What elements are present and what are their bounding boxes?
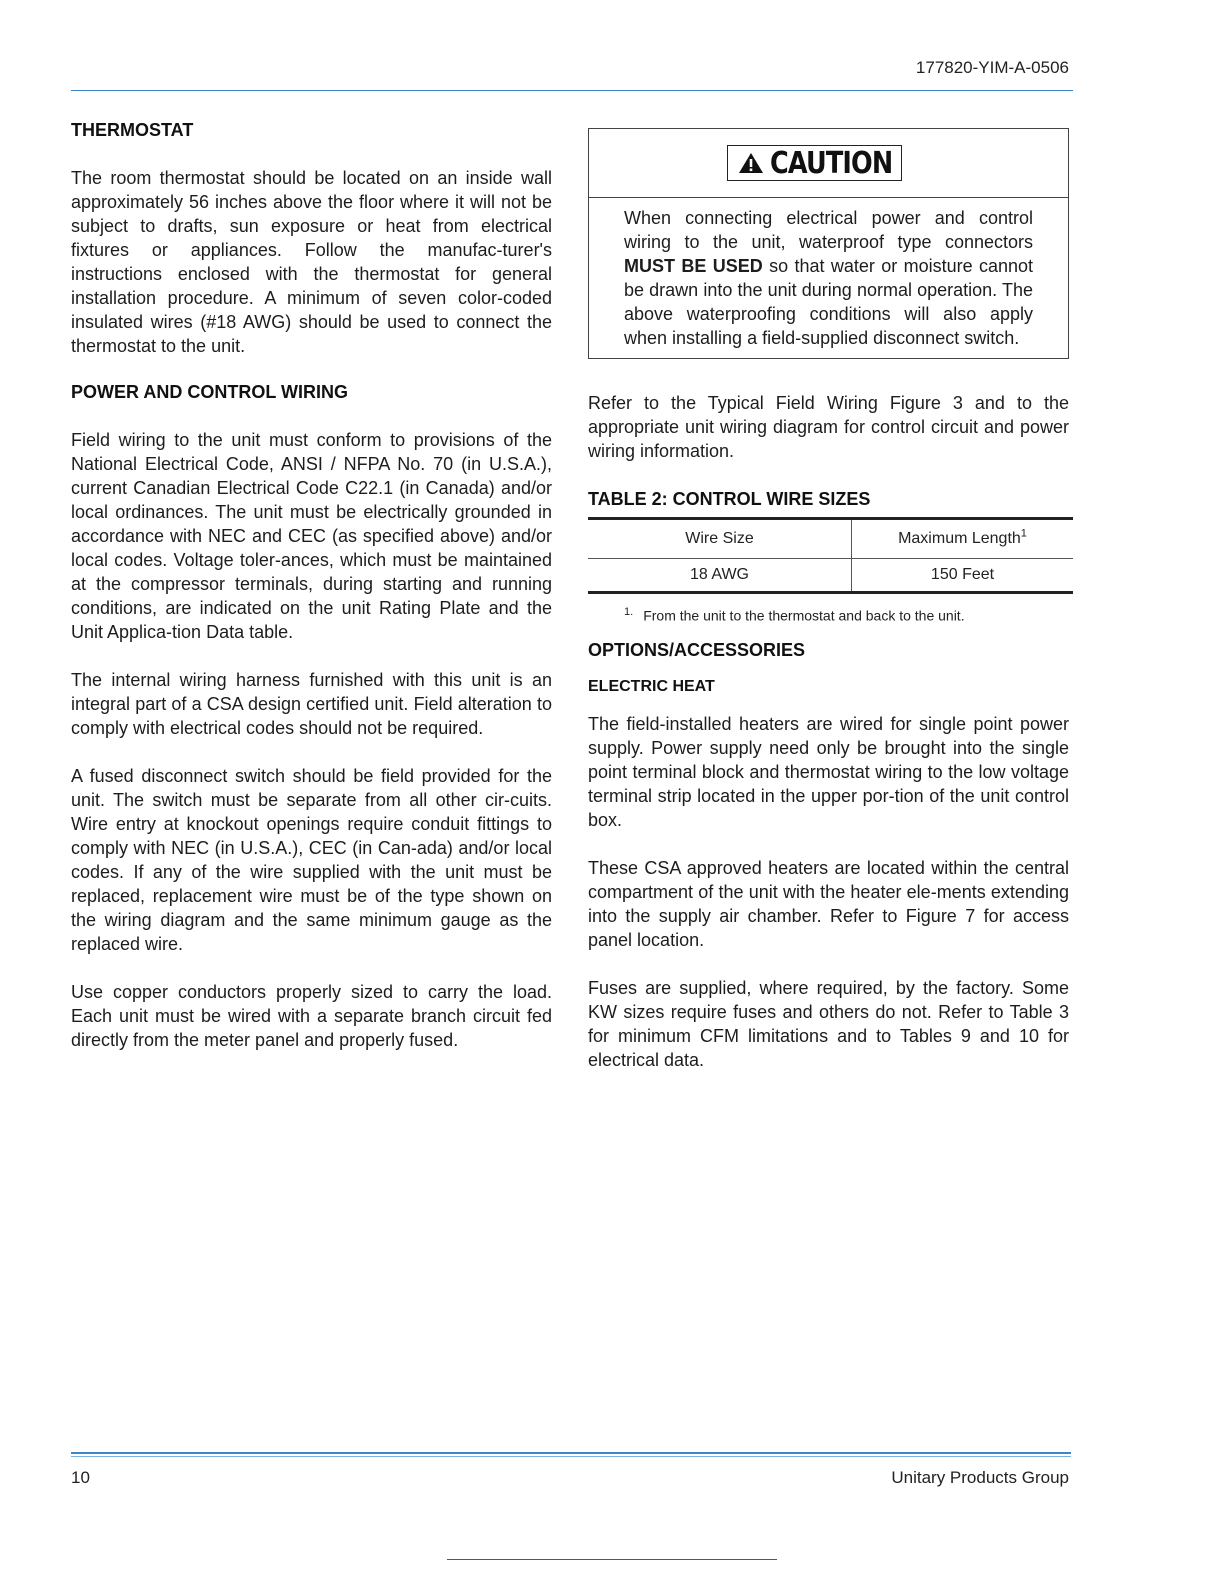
thermostat-paragraph: The room thermostat should be located on an inside wall approximately 56 inches above the floor where it will not be subject to drafts, sun exposure or heat from electrical fixtures or appliances. Follow the manufac-turer's instructions enclosed with the thermostat for general installation procedure. A minimum of seven color-coded insulated wires (#18 AWG) should be used to connect the thermostat to the unit. <box>71 168 552 356</box>
footer-rule <box>71 1452 1071 1454</box>
thermostat-heading: THERMOSTAT <box>71 120 194 140</box>
caution-text <box>624 206 1033 350</box>
bottom-link-underline[interactable] <box>447 1559 777 1560</box>
caution-badge <box>727 145 903 181</box>
caution-body <box>589 198 1068 358</box>
power-wiring-heading: POWER AND CONTROL WIRING <box>71 382 348 402</box>
table-header-wire-size: Wire Size <box>588 519 852 559</box>
options-heading: OPTIONS/ACCESSORIES <box>588 639 806 660</box>
caution-text-bold: MUST BE USED <box>624 256 763 276</box>
electric-heat-paragraph-1: The field-installed heaters are wired for single point power supply. Power supply need only be brought into the single point terminal block and thermostat wiring to the low voltage terminal strip located in the upper por-tion of the unit control box. <box>588 713 1069 830</box>
control-wire-table <box>588 517 1073 594</box>
table-title: TABLE 2: CONTROL WIRE SIZES <box>588 489 871 509</box>
electric-heat-paragraph-3: Fuses are supplied, where required, by the factory. Some KW sizes require fuses and others do not. Refer to Table 3 for minimum CFM limitations and to Tables 9 and 10 for electrical data. <box>588 977 1069 1070</box>
right-column <box>588 118 1069 1072</box>
left-column <box>71 118 552 1052</box>
footnote-ref: 1 <box>1020 527 1027 540</box>
footer-rule-thin <box>71 1456 1071 1457</box>
max-length-label: Maximum Length <box>898 530 1021 547</box>
electric-heat-heading: ELECTRIC HEAT <box>588 677 715 695</box>
table-cell: 18 AWG <box>588 559 852 593</box>
caution-text-before: When connecting electrical power and control wiring to the unit, waterproof type connectors <box>624 208 1033 252</box>
table-row <box>588 559 1073 593</box>
footer-company: Unitary Products Group <box>891 1468 1069 1487</box>
caution-header <box>589 129 1068 198</box>
power-wiring-paragraph-4: Use copper conductors properly sized to carry the load. Each unit must be wired with a separate branch circuit fed directly from the meter panel and properly fused. <box>71 982 552 1050</box>
electric-heat-paragraph-2: These CSA approved heaters are located within the central compartment of the unit with the heater ele-ments extending into the supply air chamber. Refer to Figure 7 for access panel location. <box>588 857 1069 950</box>
table-header-max-length <box>852 519 1074 559</box>
footnote-text: From the unit to the thermostat and back to the unit. <box>643 607 965 624</box>
caution-label: CAUTION <box>769 145 892 181</box>
footnote-mark: 1. <box>624 606 634 618</box>
table-cell: 150 Feet <box>930 566 995 583</box>
table-header-row <box>588 519 1073 559</box>
power-wiring-paragraph-3: A fused disconnect switch should be field provided for the unit. The switch must be separate from all other cir-cuits. Wire entry at knockout openings require conduit fittings to comply with NEC (in U.S.A.), CEC (in Can-ada) and/or local codes. If any of the wire supplied with the unit must be replaced, replacement wire must be of the type shown on the wiring diagram and the same minimum gauge as the replaced wire. <box>71 766 552 954</box>
table-footnote <box>588 606 1069 624</box>
page-number: 10 <box>71 1468 90 1487</box>
power-wiring-paragraph-2: The internal wiring harness furnished with this unit is an integral part of a CSA design certified unit. Field alteration to comply with electrical codes should not be required. <box>71 670 552 738</box>
document-number: 177820-YIM-A-0506 <box>915 58 1069 77</box>
caution-text-after: so that water or moisture cannot be drawn into the unit during normal operation. The above waterproofing conditions will also apply when installing a field-supplied disconnect switch. <box>624 256 1034 348</box>
warning-triangle-icon <box>738 152 764 174</box>
caution-box <box>588 128 1069 359</box>
header-rule <box>71 90 1073 91</box>
refer-paragraph: Refer to the Typical Field Wiring Figure 3 and to the appropriate unit wiring diagram for control circuit and power wiring information. <box>588 393 1069 461</box>
power-wiring-paragraph-1: Field wiring to the unit must conform to provisions of the National Electrical Code, ANSI / NFPA No. 70 (in U.S.A.), current Canadian Electrical Code C22.1 (in Canada) and/or local ordinances. The unit must be electrically grounded in accordance with NEC and CEC (as specified above) and/or local codes. Voltage toler-ances, which must be maintained at the compressor terminals, during starting and running conditions, are indicated on the unit Rating Plate and the Unit Applica-tion Data table. <box>71 430 552 642</box>
